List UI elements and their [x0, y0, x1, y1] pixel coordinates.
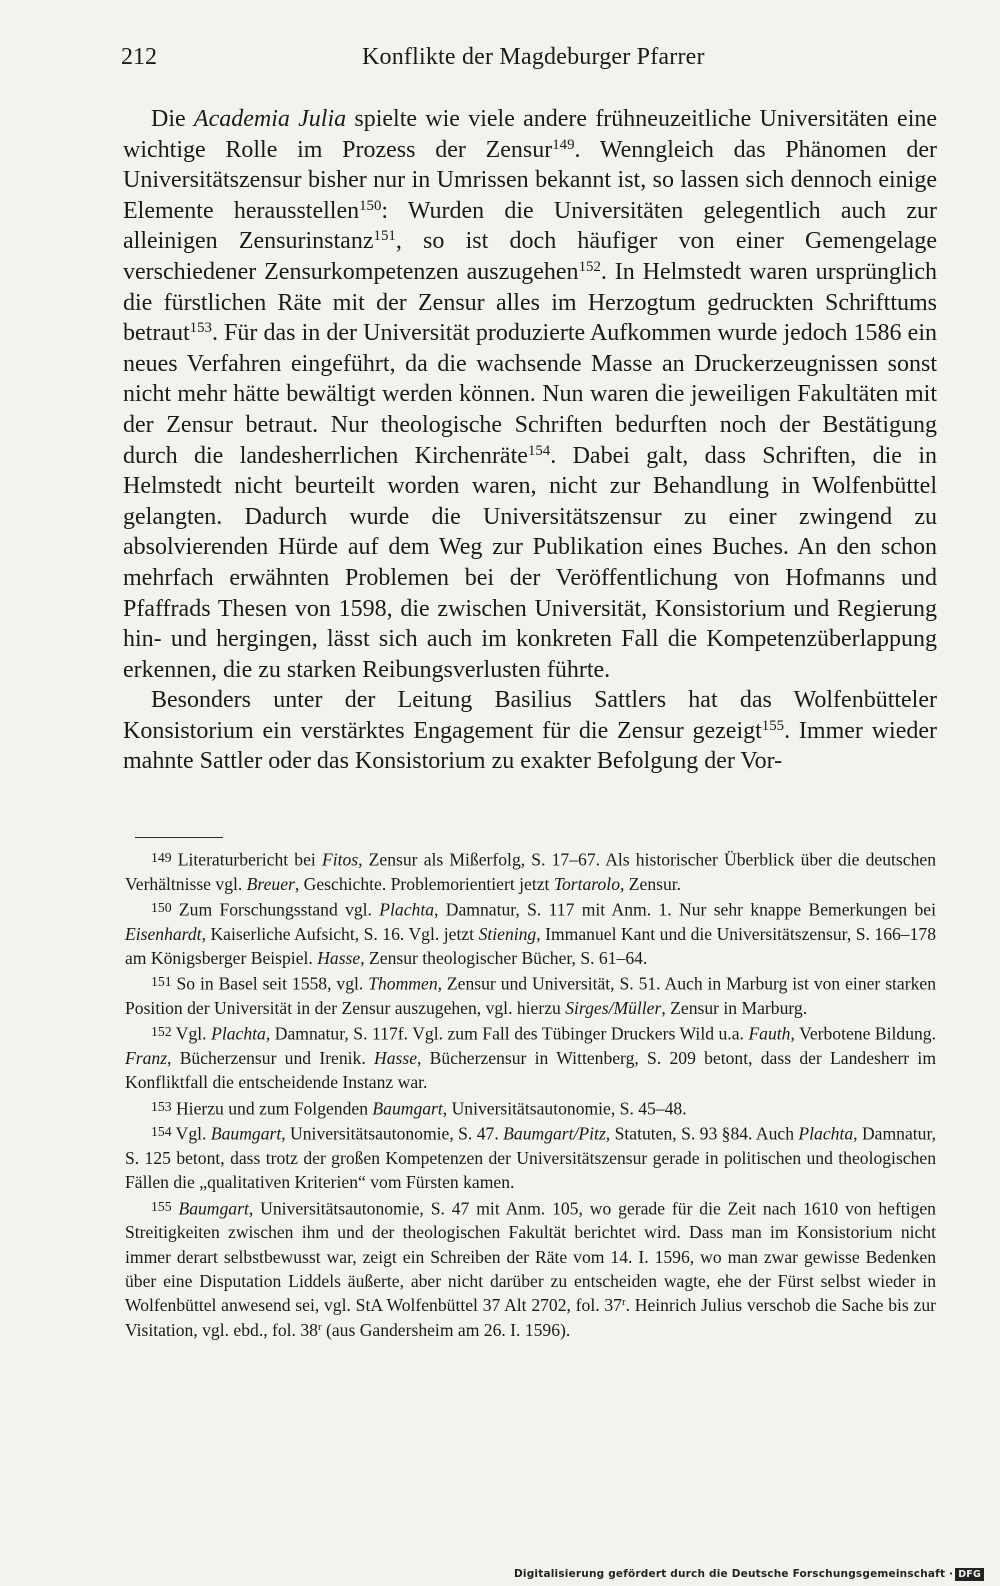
- text-run: , Statuten, S. 93 §84. Auch: [605, 1123, 799, 1144]
- footnote-ref: 149: [552, 136, 575, 153]
- text-run: Besonders unter der Leitung Basilius Sattlers hat das Wolfenbütteler Konsistorium ein verstärktes Engagement für die Zensur gezeigt: [123, 687, 937, 744]
- text-run: . In Helmstedt waren ursprünglich die fürstlichen Räte mit der Zensur alles im Herzogtum gedruckten Schrifttums betraut: [123, 258, 937, 347]
- footnotes: [125, 846, 936, 1342]
- author-name: Baumgart: [178, 1198, 249, 1219]
- text-run: , Verbotene Bildung.: [790, 1023, 936, 1044]
- paragraph-1: [123, 104, 937, 685]
- text-run: . Immer wieder mahnte Sattler oder das Konsistorium zu exakter Befolgung der Vor-: [123, 717, 937, 775]
- text-run: Vgl.: [171, 1123, 211, 1144]
- running-title: Konflikte der Magdeburger Pfarrer: [362, 44, 705, 70]
- text-run: , Zensur in Marburg.: [661, 998, 808, 1019]
- paragraph-2: [123, 685, 937, 777]
- author-name: Tortarolo: [553, 873, 620, 894]
- main-text: [123, 104, 937, 777]
- text-run: (aus Gandersheim am 26. I. 1596).: [321, 1319, 571, 1340]
- author-name: Stiening: [478, 923, 537, 944]
- footnote-ref: 153: [189, 319, 212, 336]
- text-run: , Zensur theologischer Bücher, S. 61–64.: [360, 948, 648, 969]
- author-name: Plachta: [798, 1123, 854, 1144]
- footnote-number: 150: [151, 900, 172, 916]
- author-name: Fitos: [321, 849, 359, 870]
- text-run: , Universitätsautonomie, S. 47 mit Anm. 105, wo gerade für die Zeit nach 1610 von heftigen Streitigkeiten zwischen ihm und der theologischen Fakultät berichtet wird. Dass man im Konsistorium nicht immer derart selbstbewusst war, zeigt ein Schreiben der Räte vom 14. I. 1596, wo man zwar gewisse Bedenken über eine Disputation Liddels äußerte, aber nicht darüber zu entscheiden wagte, ehe der Fürst selbst wieder in Wolfenbüttel anwesend sei, vgl. StA Wolfenbüttel 37 Alt 2702, fol. 37: [125, 1198, 936, 1316]
- text-run: , so ist doch häufiger von einer Gemengelage verschiedener Zensurkompetenzen auszugehen: [123, 228, 937, 285]
- author-name: Plachta: [211, 1023, 266, 1044]
- text-run: . Dabei galt, dass Schriften, die in Helmstedt nicht beurteilt worden waren, nicht zur Behandlung in Wolfenbüttel gelangten. Dadurch wurde die Universitätszensur zu einer zwingend zu absolvierenden Hürde auf dem Weg zur Publikation eines Buches. An den schon mehrfach erwähnten Problemen bei der Veröffentlichung von Hofmanns und Pfaffrads Thesen von 1598, die zwischen Universität, Konsistorium und Regierung hin- und hergingen, lässt sich auch im konkreten Fall die Kompetenzüberlappung erkennen, die zu starken Reibungsverlusten führte.: [123, 442, 937, 683]
- author-name: Hasse: [317, 948, 361, 969]
- text-run: , Universitätsautonomie, S. 45–48.: [442, 1098, 687, 1119]
- text-run: , Zensur als Mißerfolg, S. 17–67. Als historischer Überblick über die deutschen Verhältnisse vgl.: [125, 849, 936, 894]
- footnote-separator: [135, 837, 223, 838]
- text-run: , Geschichte. Problemorientiert jetzt: [294, 873, 554, 894]
- footnote-149: [125, 846, 936, 896]
- author-name: Plachta: [379, 899, 435, 920]
- text-run: , Universitätsautonomie, S. 47.: [281, 1123, 504, 1144]
- footnote-number: 152: [151, 1024, 172, 1040]
- footnote-154: [125, 1120, 936, 1194]
- dfg-logo: DFG: [955, 1568, 984, 1581]
- footnote-155: [125, 1195, 936, 1342]
- text-run: , Zensur und Universität, S. 51. Auch in Marburg ist von einer starken Position der Universität in der Zensur auszugehen, vgl. hierzu: [125, 973, 936, 1019]
- footnote-number: 151: [151, 974, 172, 990]
- author-name: Franz: [125, 1048, 168, 1069]
- digitization-credit: [514, 1568, 984, 1581]
- text-run: , Immanuel Kant und die Universitätszensur, S. 166–178 am Königsberger Beispiel.: [125, 923, 936, 969]
- footnote-151: [125, 970, 936, 1020]
- footnote-ref: 155: [761, 717, 785, 734]
- text-run: Die: [151, 106, 194, 132]
- text-run: So in Basel seit 1558, vgl.: [171, 973, 369, 994]
- text-run: Hierzu und zum Folgenden: [171, 1098, 373, 1119]
- text-run: . Wenngleich das Phänomen der Universitätszensur bisher nur in Umrissen bekannt ist, so lassen sich dennoch einige Elemente herausstellen: [123, 136, 938, 224]
- footnote-ref: 152: [578, 258, 601, 275]
- italic-term: Academia Julia: [193, 106, 347, 132]
- author-name: Baumgart/Pitz: [503, 1123, 606, 1144]
- footnote-number: 154: [151, 1124, 172, 1140]
- text-run: , Damnatur, S. 125 betont, dass trotz der großen Kompetenzen der Universitätszensur gerade in politischen und theologischen Fällen die „qualitativen Kriterien“ vom Fürsten kamen.: [125, 1123, 936, 1193]
- text-run: , Bücherzensur in Wittenberg, S. 209 betont, dass der Landesherr im Konfliktfall die entscheidende Instanz war.: [125, 1048, 936, 1093]
- author-name: Baumgart: [372, 1098, 443, 1119]
- text-run: , Damnatur, S. 117f. Vgl. zum Fall des Tübinger Druckers Wild u.a.: [265, 1023, 749, 1044]
- footnote-ref: 154: [527, 442, 551, 459]
- footnote-150: [125, 896, 936, 970]
- text-run: , Zensur.: [620, 873, 682, 894]
- credit-text: Digitalisierung gefördert durch die Deutsche Forschungsgemeinschaft ·: [514, 1568, 954, 1580]
- footnote-152: [125, 1020, 936, 1094]
- footnote-153: [125, 1095, 936, 1121]
- author-name: Eisenhardt: [125, 923, 202, 944]
- footnote-number: 149: [151, 850, 172, 865]
- text-run: , Kaiserliche Aufsicht, S. 16. Vgl. jetzt: [201, 923, 479, 944]
- author-name: Fauth: [748, 1023, 791, 1044]
- text-run: Zum Forschungsstand vgl.: [171, 899, 380, 920]
- page-number: 212: [121, 44, 157, 70]
- text-run: spielte wie viele andere frühneuzeitliche Universitäten eine wichtige Rolle im Prozess der Zensur: [123, 106, 938, 163]
- folio-side: r: [621, 1296, 626, 1309]
- text-run: : Wurden die Universitäten gelegentlich auch zur alleinigen Zensurinstanz: [123, 197, 938, 255]
- author-name: Baumgart: [210, 1123, 282, 1144]
- footnote-number: 155: [151, 1198, 172, 1214]
- footnote-ref: 151: [373, 228, 396, 245]
- folio-side: r: [317, 1320, 322, 1333]
- footnote-ref: 150: [359, 197, 382, 214]
- author-name: Sirges/Müller: [565, 998, 662, 1019]
- text-run: , Damnatur, S. 117 mit Anm. 1. Nur sehr knappe Bemerkungen bei: [434, 899, 936, 920]
- footnote-number: 153: [151, 1098, 172, 1114]
- text-run: , Bücherzensur und Irenik.: [167, 1048, 374, 1069]
- author-name: Thommen: [368, 973, 438, 994]
- text-run: Vgl.: [171, 1023, 212, 1044]
- author-name: Breuer: [246, 873, 295, 894]
- text-run: Literaturbericht bei: [171, 849, 322, 870]
- text-run: . Für das in der Universität produzierte Aufkommen wurde jedoch 1586 ein neues Verfahren eingeführt, da die wachsende Masse an Druckerzeugnissen sonst nicht mehr hätte bewältigt werden können. Nun waren die jeweiligen Fakultäten mit der Zensur betraut. Nur theologische Schriften bedurften noch der Bestätigung durch die landesherrlichen Kirchenräte: [123, 320, 937, 469]
- author-name: Hasse: [374, 1048, 418, 1069]
- text-run: . Heinrich Julius verschob die Sache bis zur Visitation, vgl. ebd., fol. 38: [125, 1295, 936, 1340]
